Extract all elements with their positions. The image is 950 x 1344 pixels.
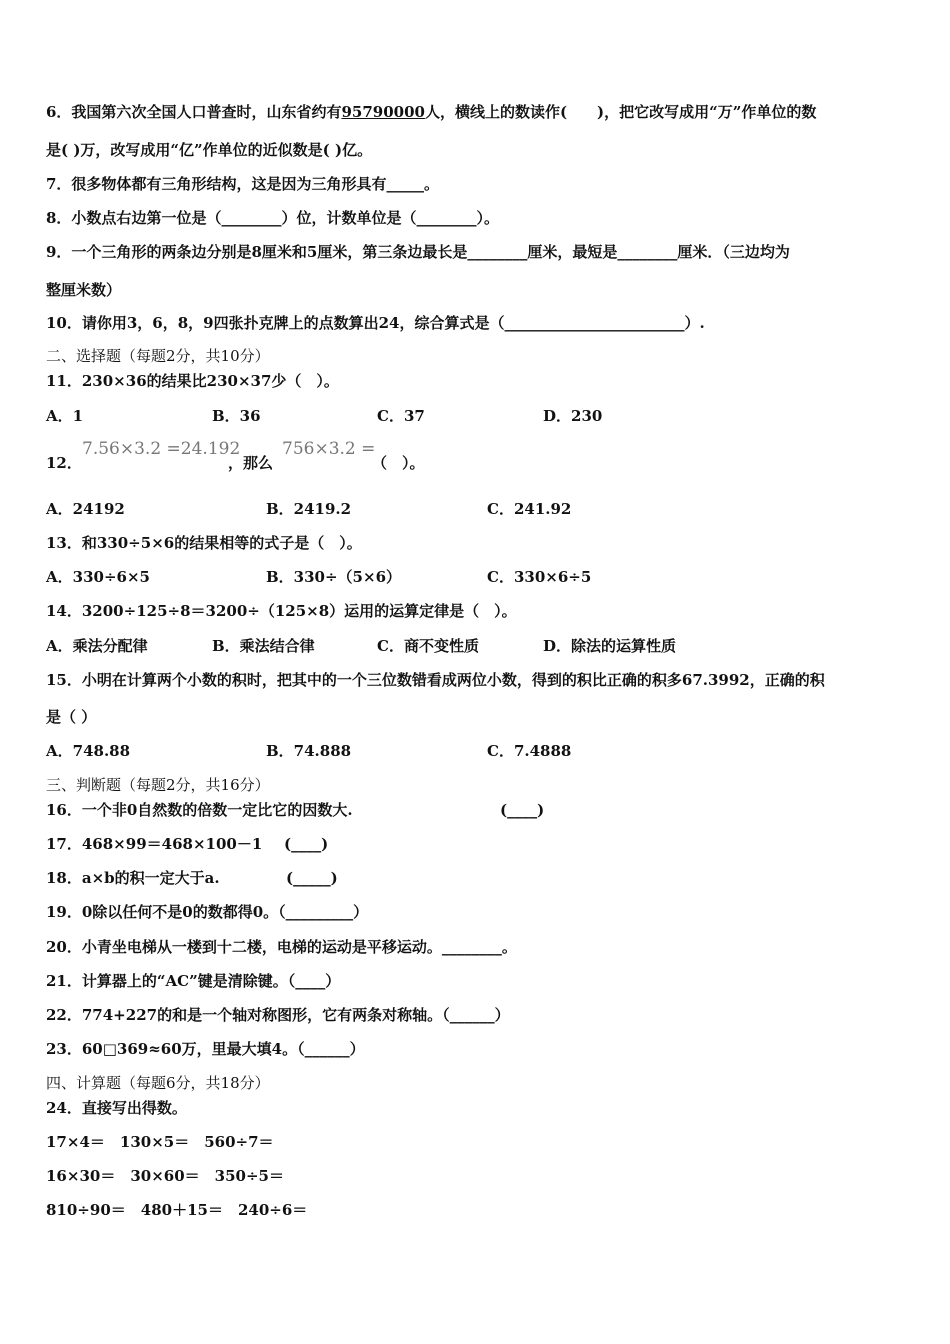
- q15-option-b: B．74.888: [266, 742, 352, 760]
- q12-tail: （ ）。: [372, 454, 425, 472]
- q14-option-a: A．乘法分配律: [46, 637, 148, 655]
- q6-text-b: 人，横线上的数读作( )，把它改写成用“万”作单位的数: [424, 103, 817, 121]
- q18-stem: 18．a×b的积一定大于a.: [46, 869, 220, 887]
- q11-option-b: B．36: [212, 407, 261, 425]
- q12-option-b: B．2419.2: [266, 500, 352, 518]
- q15-option-c: C．7.4888: [487, 742, 572, 760]
- q14-option-d: D．除法的运算性质: [543, 637, 677, 655]
- q9-line2: 整厘米数）: [46, 281, 122, 299]
- q11-option-a: A．1: [46, 407, 84, 425]
- q24-row-3: 810÷90＝ 480＋15＝ 240÷6＝: [46, 1201, 308, 1219]
- q24-row-1: 17×4＝ 130×5＝ 560÷7＝: [46, 1133, 274, 1151]
- q12-option-c: C．241.92: [487, 500, 572, 518]
- q20: 20．小青坐电梯从一楼到十二楼，电梯的运动是平移运动。________。: [46, 938, 517, 956]
- section-2-heading: 二、选择题（每题2分，共10分）: [46, 347, 270, 365]
- q11-option-d: D．230: [543, 407, 603, 425]
- q15-line1: 15．小明在计算两个小数的积时，把其中的一个三位数错看成两位小数，得到的积比正确的积多67.3992，正确的积: [46, 671, 825, 689]
- q18-blank: (_____): [286, 869, 338, 887]
- q14-stem: 14．3200÷125÷8＝3200÷（125×8）运用的运算定律是（ ）。: [46, 602, 517, 620]
- q11-option-c: C．37: [377, 407, 425, 425]
- q22: 22．774+227的和是一个轴对称图形，它有两条对称轴。（______）: [46, 1006, 510, 1024]
- section-3-heading: 三、判断题（每题2分，共16分）: [46, 776, 270, 794]
- q12-formula-1: 7.56×3.2 =24.192: [82, 439, 241, 459]
- q17-stem: 17．468×99＝468×100－1: [46, 835, 263, 853]
- q24-stem: 24．直接写出得数。: [46, 1099, 187, 1117]
- q13-option-b: B．330÷（5×6）: [266, 568, 402, 586]
- q12-formula-2: 756×3.2 =: [282, 439, 376, 459]
- q13-option-c: C．330×6÷5: [487, 568, 592, 586]
- q23: 23．60□369≈60万，里最大填4。（______）: [46, 1040, 365, 1058]
- q7: 7．很多物体都有三角形结构，这是因为三角形具有_____。: [46, 175, 439, 193]
- q16-blank: (____): [500, 801, 545, 819]
- q6-line1: [46, 102, 816, 122]
- q6-line2: 是( )万，改写成用“亿”作单位的近似数是( )亿。: [46, 141, 373, 159]
- q15-line2: 是（ ）: [46, 708, 97, 726]
- q13-stem: 13．和330÷5×6的结果相等的式子是（ ）。: [46, 534, 362, 552]
- q9-line1: 9．一个三角形的两条边分别是8厘米和5厘米，第三条边最长是________厘米，最短是________厘米．（三边均为: [46, 243, 790, 261]
- q13-option-a: A．330÷6×5: [46, 568, 150, 586]
- q24-row-2: 16×30＝ 30×60＝ 350÷5＝: [46, 1167, 284, 1185]
- q12-num: 12．: [46, 454, 82, 472]
- q16-stem: 16．一个非0自然数的倍数一定比它的因数大.: [46, 801, 353, 819]
- q8: 8．小数点右边第一位是（________）位，计数单位是（________）。: [46, 209, 499, 227]
- q12-option-a: A．24192: [46, 500, 125, 518]
- q6-text-a: 6．我国第六次全国人口普查时，山东省约有: [46, 103, 342, 121]
- q21: 21．计算器上的“AC”键是清除键。（____）: [46, 972, 341, 990]
- q10: 10．请你用3，6，8，9四张扑克牌上的点数算出24，综合算式是（________________________）.: [46, 314, 705, 332]
- q19: 19．0除以任何不是0的数都得0。（_________）: [46, 903, 369, 921]
- q17-blank: (____): [284, 835, 329, 853]
- q14-option-b: B．乘法结合律: [212, 637, 315, 655]
- q14-option-c: C．商不变性质: [377, 637, 479, 655]
- q6-number: 95790000: [341, 103, 425, 121]
- q15-option-a: A．748.88: [46, 742, 131, 760]
- q11-stem: 11．230×36的结果比230×37少（ ）。: [46, 372, 339, 390]
- section-4-heading: 四、计算题（每题6分，共18分）: [46, 1074, 270, 1092]
- q12-mid: ，那么: [228, 454, 274, 472]
